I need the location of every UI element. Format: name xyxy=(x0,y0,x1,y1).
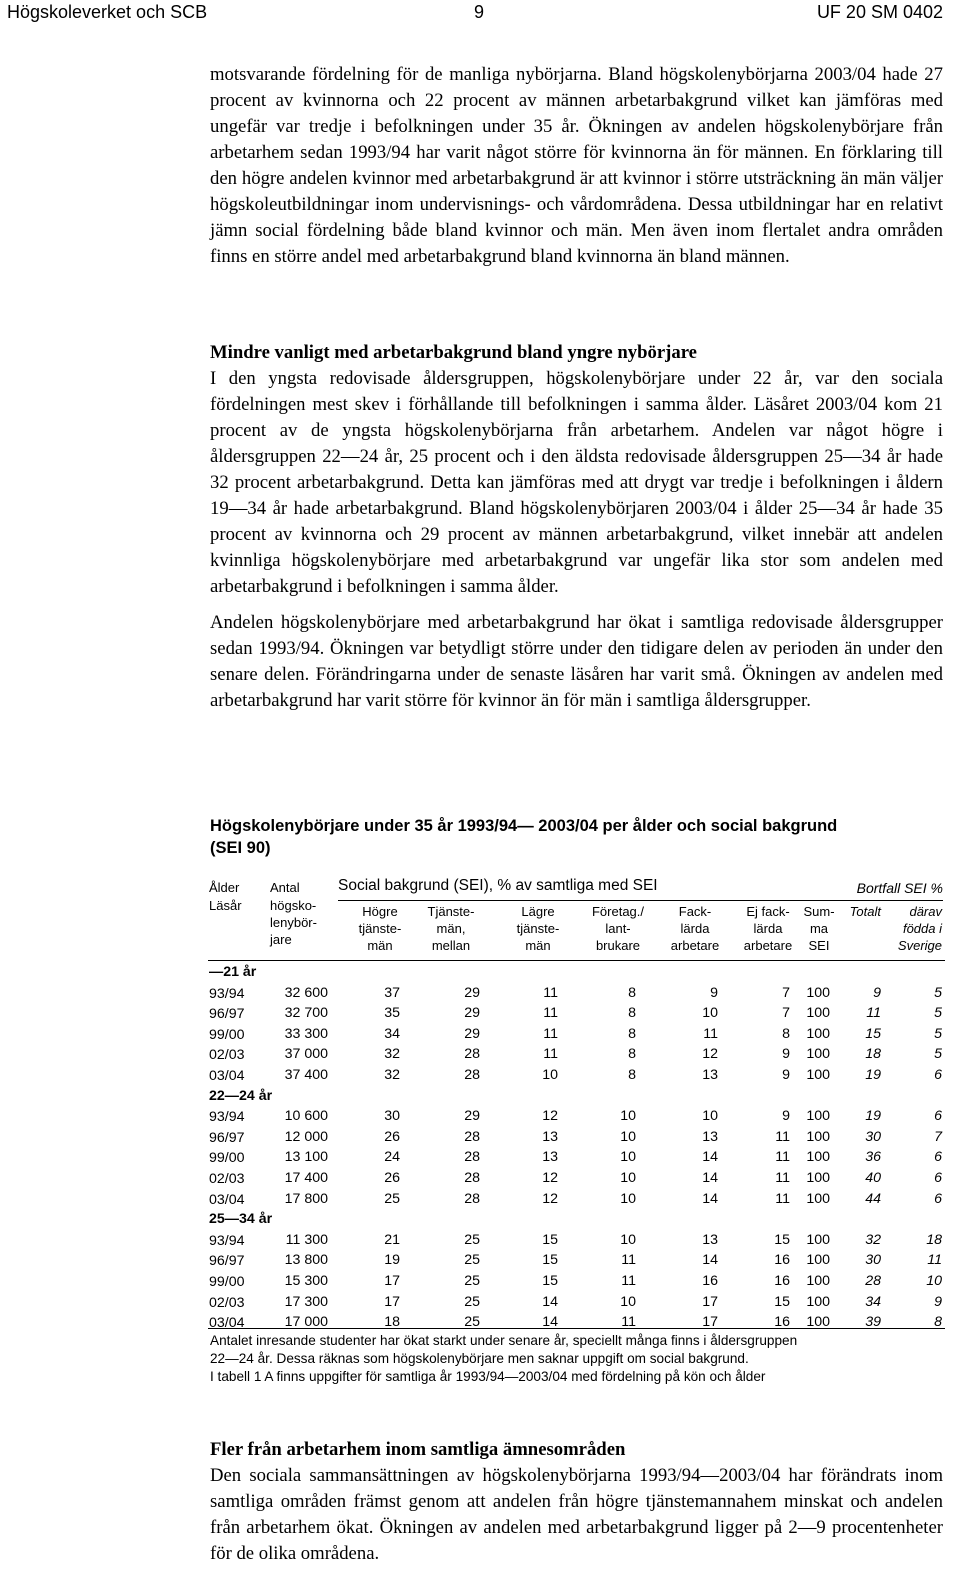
col-header-line: män, xyxy=(436,921,466,936)
table-cell: 11 xyxy=(621,1273,636,1289)
section-paragraph: I den yngsta redovisade åldersgruppen, högskolenybörjare under 22 år, var den sociala fördelningen mest skev i förhållande till befolkningen i samma ålder. Läsåret 2003/04 kom 21 procent av de yngsta högskolenybörjarna från arbetarhem. Andelen var något högre i åldersgruppen 22—24 år, 25 procent och i den äldsta redovisade åldersgruppen 25—34 år hade 32 procent arbetarbakgrund. Detta kan jämföras med att drygt var tredje i befolkningen i åldern 19—34 år hade arbetarbakgrund. Bland högskolenybörjaren 2003/04 i ålder 25—34 år hade 35 procent av kvinnorna och 29 procent av männen arbetarbakgrund, vilket innebär att andelen kvinnliga högskolenybörjare med arbetarbakgrund var ungefär lika stor som andelen med arbetarbakgrund i befolkningen i samma ålder. xyxy=(210,368,943,597)
table-cell: 24 xyxy=(384,1149,400,1166)
section-paragraph: Den sociala sammansättningen av högskolenybörjarna 1993/94—2003/04 har förändrats inom samtliga områden främst genom att andelen från högre tjänstemannahem minskat och andelen från arbetarhem ökat. Ökningen av andelen med arbetarbakgrund ligger på 2—9 procentenheter för de olika områdena. xyxy=(210,1465,943,1564)
table-cell: 100 xyxy=(806,1273,830,1289)
table-cell: 14 xyxy=(702,1170,718,1186)
table-cell: 11 xyxy=(703,1025,718,1042)
table-cell: 100 xyxy=(806,1314,830,1331)
table-cell: 11 xyxy=(543,984,558,1001)
table-cell: 37 000 xyxy=(284,1046,328,1063)
bortfall-header: Bortfall SEI % xyxy=(856,880,943,896)
table-cell: 100 xyxy=(806,1128,830,1145)
table-cell: 10 xyxy=(620,1293,636,1310)
table-title-line: (SEI 90) xyxy=(210,839,271,857)
table-cell: 8 xyxy=(628,1067,636,1083)
table-cell: 10 xyxy=(620,1170,636,1186)
table-cell: 100 xyxy=(806,1025,830,1042)
section-all-fields xyxy=(210,1437,943,1567)
table-cell: 25 xyxy=(464,1252,480,1269)
table-row-year: 03/04 xyxy=(209,1315,245,1332)
table-cell: 8 xyxy=(628,1025,636,1042)
col-header-line: Sum- xyxy=(803,904,835,919)
table-cell: 28 xyxy=(464,1046,480,1063)
table-cell: 28 xyxy=(464,1128,480,1145)
table-cell: 10 600 xyxy=(284,1108,328,1125)
table-cell: 11 xyxy=(621,1314,636,1331)
table-cell: 15 xyxy=(542,1273,558,1289)
table-cell: 11 300 xyxy=(285,1231,328,1248)
table-row-year: 02/03 xyxy=(209,1047,245,1064)
col-header-line: lärda xyxy=(680,921,710,936)
table-cell: 19 xyxy=(865,1067,881,1083)
table-cell: 13 100 xyxy=(284,1149,328,1166)
table-cell: 9 xyxy=(710,984,718,1001)
col-header-line: arbetare xyxy=(743,938,793,953)
table-cell: 29 xyxy=(464,1005,480,1022)
table-cell: 40 xyxy=(865,1170,881,1186)
table-cell: 11 xyxy=(866,1005,881,1022)
table-cell: 100 xyxy=(806,1293,830,1310)
table-cell: 100 xyxy=(806,1108,830,1125)
table-cell: 11 xyxy=(543,1046,558,1063)
table-cell: 10 xyxy=(702,1005,718,1022)
table-row-year: 99/00 xyxy=(209,1026,245,1043)
table-cell: 100 xyxy=(806,1046,830,1063)
intro-paragraph: motsvarande fördelning för de manliga nybörjarna. Bland högskolenybörjarna 2003/04 hade 27 procent av kvinnorna och 22 procent av männen arbetarbakgrund vilket kan jämföras med ungefär var tredje i befolkningen under 35 år. Ökningen av andelen högskolenybörjare från arbetarhem sedan 1993/94 har varit något större för kvinnorna än för männen. En förklaring till den högre andelen kvinnor med arbetarbakgrund är att kvinnor i större utsträckning än män väljer högskoleutbildningar inom undervisnings- och vårdområdena. Dessa utbildningar har en relativt jämn social fördelning både bland kvinnor och män. Men även inom flertalet andra områden finns en större andel med arbetarbakgrund bland kvinnorna än bland männen. xyxy=(210,64,943,267)
table-cell: 14 xyxy=(702,1252,718,1269)
table-cell: 10 xyxy=(620,1190,636,1207)
age-group-label: —21 år xyxy=(209,964,257,980)
col-header-line: Ej fack- xyxy=(746,904,790,919)
report-code: UF 20 SM 0402 xyxy=(816,2,943,22)
table-row-year: 93/94 xyxy=(209,1109,245,1126)
table-cell: 6 xyxy=(934,1190,942,1207)
col-header-line: ma xyxy=(809,921,829,936)
table-cell: 9 xyxy=(782,1067,790,1083)
col-header-line: män xyxy=(525,938,551,953)
col-header-totalt: Totalt xyxy=(849,904,881,919)
table-row-year: 03/04 xyxy=(209,1191,245,1208)
col-header-line: brukare xyxy=(595,938,641,953)
table-cell: 100 xyxy=(806,1231,830,1248)
table-cell: 10 xyxy=(542,1067,558,1083)
table-cell: 12 xyxy=(542,1108,558,1125)
table-cell: 26 xyxy=(384,1170,400,1186)
table-row-year: 99/00 xyxy=(209,1274,245,1290)
col-header-line: Tjänste- xyxy=(427,904,475,919)
table-cell: 32 700 xyxy=(284,1005,328,1022)
table-cell: 11 xyxy=(775,1190,790,1207)
table-cell: 11 xyxy=(927,1252,942,1269)
col-header-line: arbetare xyxy=(670,938,720,953)
table-cell: 32 xyxy=(384,1067,400,1083)
table-row-year: 93/94 xyxy=(209,1232,245,1249)
table-cell: 21 xyxy=(384,1231,400,1248)
col-header-antal-sub: jare xyxy=(270,932,292,947)
col-header-line: lärda xyxy=(753,921,783,936)
table-cell: 16 xyxy=(774,1252,790,1269)
table-cell: 15 xyxy=(774,1293,790,1310)
table-row-year: 96/97 xyxy=(209,1129,245,1146)
table-cell: 10 xyxy=(926,1273,942,1289)
table-cell: 9 xyxy=(934,1293,942,1310)
table-cell: 28 xyxy=(464,1170,480,1186)
table-cell: 13 xyxy=(702,1231,718,1248)
section-young-entrants xyxy=(210,340,943,714)
table-cell: 15 xyxy=(774,1231,790,1248)
table-cell: 100 xyxy=(806,1067,830,1083)
table-row-year: 96/97 xyxy=(209,1006,245,1023)
table-cell: 11 xyxy=(621,1252,636,1269)
table-cell: 28 xyxy=(464,1190,480,1207)
table-title-line: Högskolenybörjare under 35 år 1993/94— 2003/04 per ålder och social bakgrund xyxy=(210,817,838,835)
table-cell: 12 xyxy=(542,1170,558,1186)
table-cell: 100 xyxy=(806,1190,830,1207)
table-cell: 26 xyxy=(384,1128,400,1145)
col-header-line: tjänste- xyxy=(516,921,560,936)
table-cell: 19 xyxy=(865,1108,881,1125)
col-header-antal-sub: högsko- xyxy=(270,898,317,913)
table-cell: 14 xyxy=(542,1293,558,1310)
table-row-year: 99/00 xyxy=(209,1150,245,1167)
table-cell: 6 xyxy=(934,1067,942,1083)
table-note: Antalet inresande studenter har ökat starkt under senare år, speciellt många finns i åldersgruppen xyxy=(210,1333,798,1348)
col-header-line: Fack- xyxy=(678,904,712,919)
col-header-line: lant- xyxy=(605,921,631,936)
table-row-year: 03/04 xyxy=(209,1068,245,1084)
col-header-line: SEI xyxy=(808,938,830,953)
table-cell: 29 xyxy=(464,1025,480,1042)
table-cell: 17 xyxy=(384,1293,400,1310)
table-cell: 9 xyxy=(782,1046,790,1063)
table-cell: 25 xyxy=(464,1231,480,1248)
table-cell: 16 xyxy=(702,1273,718,1289)
table-bottom-rule xyxy=(208,1328,945,1329)
table-cell: 17 300 xyxy=(284,1293,328,1310)
table-cell: 30 xyxy=(865,1128,881,1145)
col-header-line: mellan xyxy=(431,938,471,953)
col-header-line: Högre xyxy=(362,904,398,919)
table-cell: 11 xyxy=(775,1128,790,1145)
table-cell: 100 xyxy=(806,984,830,1001)
table-cell: 17 xyxy=(702,1314,718,1331)
table-cell: 8 xyxy=(782,1025,790,1042)
table-cell: 7 xyxy=(934,1128,942,1145)
table-cell: 10 xyxy=(702,1108,718,1125)
table-row-year: 02/03 xyxy=(209,1171,245,1187)
table-cell: 10 xyxy=(620,1108,636,1125)
table-cell: 10 xyxy=(620,1149,636,1166)
table-cell: 13 800 xyxy=(284,1252,328,1269)
intro-block xyxy=(210,62,943,270)
table-cell: 14 xyxy=(702,1190,718,1207)
table-cell: 10 xyxy=(620,1231,636,1248)
table-cell: 13 xyxy=(702,1067,718,1083)
table-note: 22—24 år. Dessa räknas som högskolenybörjare men saknar uppgift om social bakgrund. xyxy=(210,1351,749,1366)
table-cell: 44 xyxy=(865,1190,881,1207)
header-bottom-rule xyxy=(208,960,945,961)
table-cell: 12 xyxy=(702,1046,718,1063)
table-title xyxy=(210,815,943,859)
col-header-darav: därav xyxy=(909,904,942,919)
table-row-year: 93/94 xyxy=(209,985,245,1002)
table-cell: 29 xyxy=(464,1108,480,1125)
table-cell: 19 xyxy=(384,1252,400,1269)
social-background-header: Social bakgrund (SEI), % av samtliga med SEI xyxy=(338,877,658,894)
table-cell: 32 600 xyxy=(284,984,328,1001)
table-cell: 18 xyxy=(384,1314,400,1331)
table-cell: 9 xyxy=(873,984,881,1001)
table-cell: 25 xyxy=(464,1314,480,1331)
table-cell: 37 400 xyxy=(284,1067,328,1083)
header-rule xyxy=(338,900,943,901)
table-cell: 6 xyxy=(934,1108,942,1125)
table-cell: 11 xyxy=(775,1149,790,1166)
table-cell: 36 xyxy=(865,1149,881,1166)
table-cell: 12 xyxy=(542,1190,558,1207)
col-header-darav: Sverige xyxy=(897,938,942,953)
table-cell: 25 xyxy=(464,1273,480,1289)
table-cell: 8 xyxy=(934,1314,942,1331)
table-note: I tabell 1 A finns uppgifter för samtliga år 1993/94—2003/04 med fördelning på kön och ålder xyxy=(210,1369,766,1384)
table-cell: 8 xyxy=(628,1046,636,1063)
table-cell: 17 800 xyxy=(284,1190,328,1207)
table-cell: 5 xyxy=(934,1025,942,1042)
table-cell: 8 xyxy=(628,984,636,1001)
age-group-label: 25—34 år xyxy=(209,1211,273,1228)
table-cell: 29 xyxy=(464,984,480,1001)
page-number: 9 xyxy=(474,2,485,22)
table-cell: 37 xyxy=(384,984,400,1001)
table-notes xyxy=(210,1332,945,1386)
table-cell: 8 xyxy=(628,1005,636,1022)
table-cell: 14 xyxy=(542,1314,558,1331)
col-header-antal: Antal xyxy=(270,880,300,895)
table-cell: 25 xyxy=(384,1190,400,1207)
table-row-year: 02/03 xyxy=(209,1294,245,1311)
table-cell: 100 xyxy=(806,1252,830,1269)
age-group-label: 22—24 år xyxy=(209,1087,273,1104)
table-cell: 7 xyxy=(782,984,790,1001)
table-cell: 11 xyxy=(775,1170,790,1186)
table-cell: 18 xyxy=(926,1231,942,1248)
col-header-alder: Ålder xyxy=(209,880,240,895)
table-cell: 13 xyxy=(542,1128,558,1145)
table-cell: 28 xyxy=(464,1149,480,1166)
section-heading: Fler från arbetarhem inom samtliga ämnesområden xyxy=(210,1439,626,1460)
table-cell: 16 xyxy=(774,1273,790,1289)
table-cell: 6 xyxy=(934,1149,942,1166)
table-row-year: 96/97 xyxy=(209,1253,245,1270)
table-cell: 15 xyxy=(865,1025,881,1042)
table-cell: 17 xyxy=(384,1273,400,1289)
table-cell: 6 xyxy=(934,1170,942,1186)
table-cell: 11 xyxy=(543,1025,558,1042)
table-cell: 17 000 xyxy=(284,1314,328,1331)
page-header xyxy=(0,0,960,30)
table-cell: 25 xyxy=(464,1293,480,1310)
col-header-line: tjänste- xyxy=(358,921,402,936)
table-cell: 100 xyxy=(806,1005,830,1022)
col-header-line: Företag./ xyxy=(591,904,645,919)
table-cell: 7 xyxy=(782,1005,790,1022)
table-cell: 17 xyxy=(702,1293,718,1310)
section-paragraph: Andelen högskolenybörjare med arbetarbakgrund har ökat i samtliga redovisade åldersgrupper sedan 1993/94. Ökningen var betydligt större under den tidigare delen av perioden än under den senare delen. Förändringarna under de senaste läsåren har varit små. Ökningen av andelen med arbetarbakgrund har varit större för kvinnor än för män i samtliga åldersgrupper. xyxy=(210,612,943,711)
col-header-darav: födda i xyxy=(902,921,942,936)
col-header-antal-sub: lenybör- xyxy=(270,915,317,930)
table-cell: 18 xyxy=(865,1046,881,1063)
table-cell: 100 xyxy=(806,1170,830,1186)
table-cell: 28 xyxy=(865,1273,881,1289)
table-cell: 13 xyxy=(702,1128,718,1145)
table-cell: 34 xyxy=(865,1293,881,1310)
table-cell: 5 xyxy=(934,1005,942,1022)
header-publisher: Högskoleverket och SCB xyxy=(7,2,208,22)
table-cell: 32 xyxy=(865,1231,881,1248)
section-heading: Mindre vanligt med arbetarbakgrund bland yngre nybörjare xyxy=(210,342,697,363)
col-header-lasar: Läsår xyxy=(209,898,242,913)
table-cell: 5 xyxy=(934,1046,942,1063)
table-cell: 30 xyxy=(865,1252,881,1269)
table-cell: 15 xyxy=(542,1231,558,1248)
table-cell: 10 xyxy=(620,1128,636,1145)
table-cell: 12 000 xyxy=(284,1128,328,1145)
table-cell: 17 400 xyxy=(284,1170,328,1186)
table-cell: 5 xyxy=(934,984,942,1001)
table-cell: 35 xyxy=(384,1005,400,1022)
table-cell: 33 300 xyxy=(284,1025,328,1042)
table-cell: 15 xyxy=(542,1252,558,1269)
table-cell: 15 300 xyxy=(284,1273,328,1289)
table-cell: 39 xyxy=(865,1314,881,1331)
table-cell: 9 xyxy=(782,1108,790,1125)
col-header-line: Lägre xyxy=(521,904,555,919)
table-cell: 30 xyxy=(384,1108,400,1125)
table-cell: 100 xyxy=(806,1149,830,1166)
table-cell: 32 xyxy=(384,1046,400,1063)
table-cell: 13 xyxy=(542,1149,558,1166)
table-cell: 28 xyxy=(464,1067,480,1083)
col-header-line: män xyxy=(367,938,393,953)
table-cell: 16 xyxy=(774,1314,790,1331)
table-cell: 14 xyxy=(702,1149,718,1166)
table-cell: 11 xyxy=(543,1005,558,1022)
table-cell: 34 xyxy=(384,1025,400,1042)
